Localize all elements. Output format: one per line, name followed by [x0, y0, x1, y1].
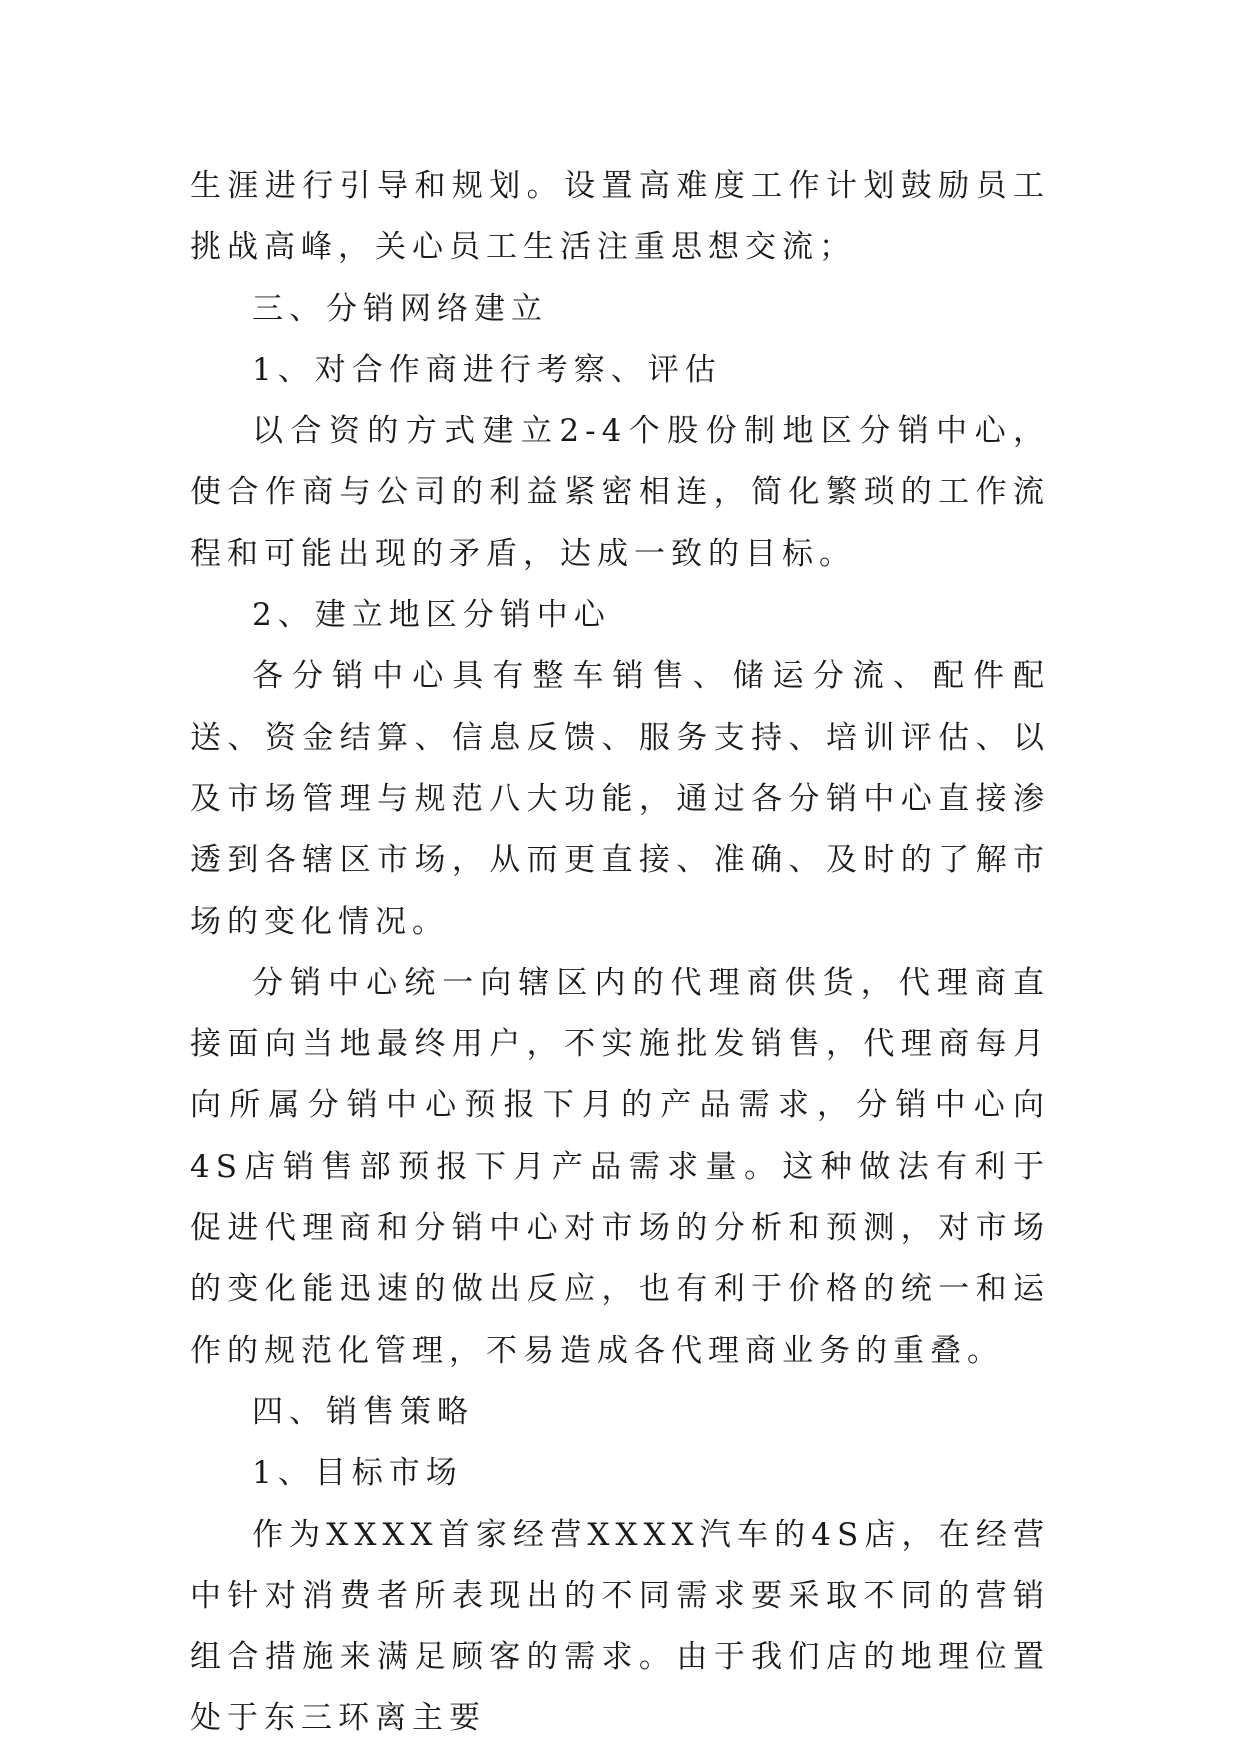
- section-heading-distribution-network: 三、分销网络建立: [252, 290, 548, 327]
- subheading-target-market: 1、目标市场: [252, 1455, 463, 1492]
- paragraph-target-market: 作为XXXX首家经营XXXX汽车的4S店，在经营中针对消费者所表现出的不同需求要采取不同的营销组合措施来满足顾客的需求。由于我们店的地理位置处于东三环离主要: [190, 1516, 1050, 1737]
- paragraph-center-functions: 各分销中心具有整车销售、储运分流、配件配送、资金结算、信息反馈、服务支持、培训评估、以及市场管理与规范八大功能，通过各分销中心直接渗透到各辖区市场，从而更直接、准确、及时的了解市场的变化情况。: [190, 658, 1050, 940]
- subheading-regional-center: 2、建立地区分销中心: [252, 597, 611, 634]
- paragraph-continuation: 生涯进行引导和规划。设置高难度工作计划鼓励员工挑战高峰，关心员工生活注重思想交流；: [190, 168, 1050, 266]
- section-heading-sales-strategy: 四、销售策略: [252, 1393, 474, 1430]
- document-body: [190, 156, 1050, 1750]
- subheading-partner-evaluation: 1、对合作商进行考察、评估: [252, 351, 722, 388]
- paragraph-center-supply: 分销中心统一向辖区内的代理商供货，代理商直接面向当地最终用户，不实施批发销售，代理商每月向所属分销中心预报下月的产品需求，分销中心向4S店销售部预报下月产品需求量。这种做法有利于促进代理商和分销中心对市场的分析和预测，对市场的变化能迅速的做出反应，也有利于价格的统一和运作的规范化管理，不易造成各代理商业务的重叠。: [190, 964, 1050, 1369]
- paragraph-joint-venture: 以合资的方式建立2-4个股份制地区分销中心，使合作商与公司的利益紧密相连，简化繁琐的工作流程和可能出现的矛盾，达成一致的目标。: [190, 413, 1050, 572]
